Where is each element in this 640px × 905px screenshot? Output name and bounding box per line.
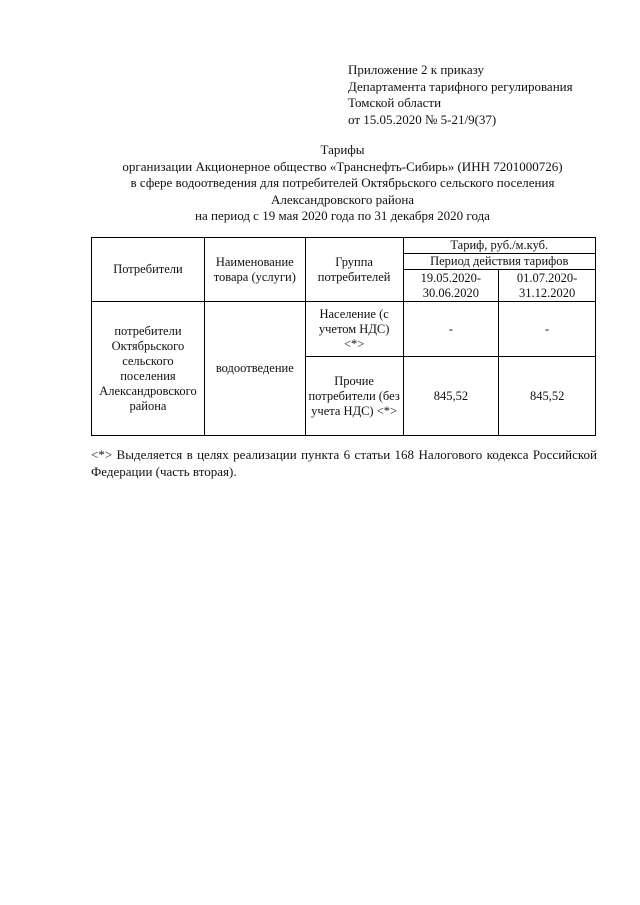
tariff-value-cell: 845,52 [499,357,596,436]
service-cell: водоотведение [204,302,305,436]
approval-line: от 15.05.2020 № 5-21/9(37) [348,111,497,127]
tariff-value-cell: - [403,302,499,357]
header-period-1: 19.05.2020-30.06.2020 [403,270,499,302]
header-period: Период действия тарифов [403,254,595,270]
approval-line: Департамента тарифного регулирования [348,78,573,94]
approval-line: Приложение 2 к приказу [348,62,485,77]
tariffs-table [91,237,596,436]
tariff-value-cell: - [499,302,596,357]
footnote: <*> Выделяется в целях реализации пункта 6 статьи 168 Налогового кодекса Российской Федерации (часть вторая). [91,447,597,479]
header-group: Группа потребителей [305,238,403,302]
approval-note [348,62,618,128]
title-line: на период с 19 мая 2020 года по 31 декабря 2020 года [195,208,490,223]
group-cell: Население (с учетом НДС) <*> [305,302,403,357]
header-service: Наименование товара (услуги) [204,238,305,302]
document-title [60,142,625,225]
header-consumers: Потребители [92,238,205,302]
consumer-cell: потребители Октябрьского сельского поселения Александровского района [92,302,205,436]
approval-line: Томской области [348,95,442,110]
header-period-2: 01.07.2020-31.12.2020 [499,270,596,302]
title-line: в сфере водоотведения для потребителей Октябрьского сельского поселения [130,175,555,190]
group-cell: Прочие потребители (без учета НДС) <*> [305,357,403,436]
title-line: Александровского района [270,191,415,207]
tariff-value-cell: 845,52 [403,357,499,436]
header-tariff: Тариф, руб./м.куб. [403,238,595,254]
title-line: Тарифы [320,142,365,157]
title-line: организации Акционерное общество «Транснефть-Сибирь» (ИНН 7201000726) [122,158,563,174]
